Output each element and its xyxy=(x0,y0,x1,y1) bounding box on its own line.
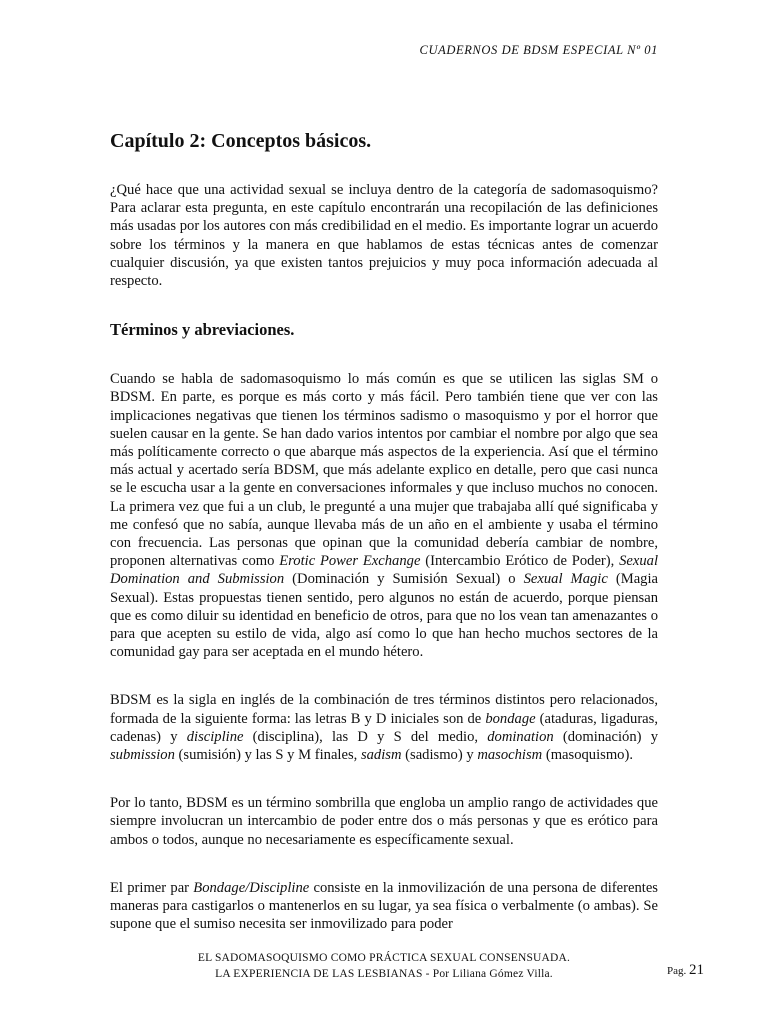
text-run: (Magia Sexual). Estas propuestas tienen sentido, pero algunos no están de acuerdo, porque piensan que es como diluir su identidad en beneficio de otros, para que no los vean tan amenazantes o para que acepten su estilo de vida, algo así como lo que han hecho muchos sectores de la comunidad gay para ser aceptada en el mundo hétero. xyxy=(110,571,659,661)
text-run: El primer par xyxy=(110,879,194,896)
paragraph-umbrella-term: Por lo tanto, BDSM es un término sombrilla que engloba un amplio rango de actividades que siempre involucran un intercambio de poder entre dos o más personas y que es erótico para ambos o todos, aunque no necesariamente es específicamente sexual. xyxy=(110,795,658,848)
text-run: (dominación) y xyxy=(553,728,658,745)
italic-term: Erotic Power Exchange xyxy=(279,553,421,570)
paragraph-terms xyxy=(110,370,658,661)
text-run: (sadismo) y xyxy=(401,747,478,764)
italic-term: discipline xyxy=(186,728,244,745)
page-number xyxy=(667,962,704,979)
italic-term: Bondage/Discipline xyxy=(193,879,310,896)
italic-term: bondage xyxy=(485,710,536,727)
paragraph-bdsm-definition xyxy=(110,691,658,764)
italic-term: masochism xyxy=(477,747,543,764)
footer-line-2: LA EXPERIENCIA DE LAS LESBIANAS - Por Liliana Gómez Villa. xyxy=(215,968,553,980)
italic-term: submission xyxy=(110,747,175,764)
text-run: Cuando se habla de sadomasoquismo lo más común es que se utilicen las siglas SM o BDSM. En parte, es porque es más corto y más fácil. Pero también tiene que ver con las implicaciones negativas que tienen los términos sadismo o masoquismo y por el horror que suelen causar en la gente. Se han dado varios intentos por cambiar el nombre por algo que sea más políticamente correcto o que abarque más aspectos de la experiencia. Así que el término más actual y acertado sería BDSM, que más adelante explico en detalle, pero que casi nunca se le escucha usar a la gente en conversaciones informales y que incluso muchos no conocen. La primera vez que fui a un club, le pregunté a una mujer que trabajaba allí qué significaba y me confesó que no sabía, aunque llevaba más de un año en el ambiente y usaba el término con frecuencia. Las personas que opinan que la comunidad debería cambiar de nombre, proponen alternativas como xyxy=(110,371,658,570)
page-label: Pag. xyxy=(667,965,687,977)
paragraph-bondage-discipline xyxy=(110,879,658,934)
page-number-value: 21 xyxy=(689,962,704,978)
text-run: (disciplina), las D y S del medio, xyxy=(243,728,488,745)
text-run: (sumisión) y las S y M finales, xyxy=(174,747,361,764)
text-run: (masoquismo). xyxy=(542,747,633,764)
footer-line-1: EL SADOMASOQUISMO COMO PRÁCTICA SEXUAL CONSENSUADA. xyxy=(197,952,571,964)
chapter-title: Capítulo 2: Conceptos básicos. xyxy=(110,130,372,152)
section-title: Términos y abreviaciones. xyxy=(110,320,295,340)
text-run: consiste en la inmovilización de una persona de diferentes maneras para castigarlos o mantenerlos en su lugar, ya sea física o verbalmente (o ambas). Se supone que el sumiso necesita ser inmovilizado para poder xyxy=(110,879,658,933)
intro-paragraph: ¿Qué hace que una actividad sexual se incluya dentro de la categoría de sadomasoquismo? Para aclarar esta pregunta, en este capítulo encontrarán una recopilación de las definiciones más usadas por los autores con más credibilidad en el medio. Es importante lograr un acuerdo sobre los términos y la manera en que hablamos de estas técnicas antes de comenzar cualquier discusión, ya que existen tantos prejuicios y muy poca información adecuada al respecto. xyxy=(110,182,658,290)
italic-term: sadism xyxy=(360,747,402,764)
page-body xyxy=(110,118,658,964)
text-run: (Dominación y Sumisión Sexual) o xyxy=(284,571,524,588)
italic-term: Sexual Magic xyxy=(523,571,608,588)
text-run: (ataduras, ligaduras, cadenas) y xyxy=(110,710,658,745)
page-footer xyxy=(0,950,768,982)
text-run: BDSM es la sigla en inglés de la combinación de tres términos distintos pero relacionados, formada de la siguiente forma: las letras B y D iniciales son de xyxy=(110,692,658,727)
italic-term: domination xyxy=(487,728,554,745)
text-run: (Intercambio Erótico de Poder), xyxy=(420,553,620,570)
italic-term: Sexual Domination and Submission xyxy=(110,553,659,588)
running-header: CUADERNOS DE BDSM ESPECIAL Nº 01 xyxy=(419,43,658,57)
